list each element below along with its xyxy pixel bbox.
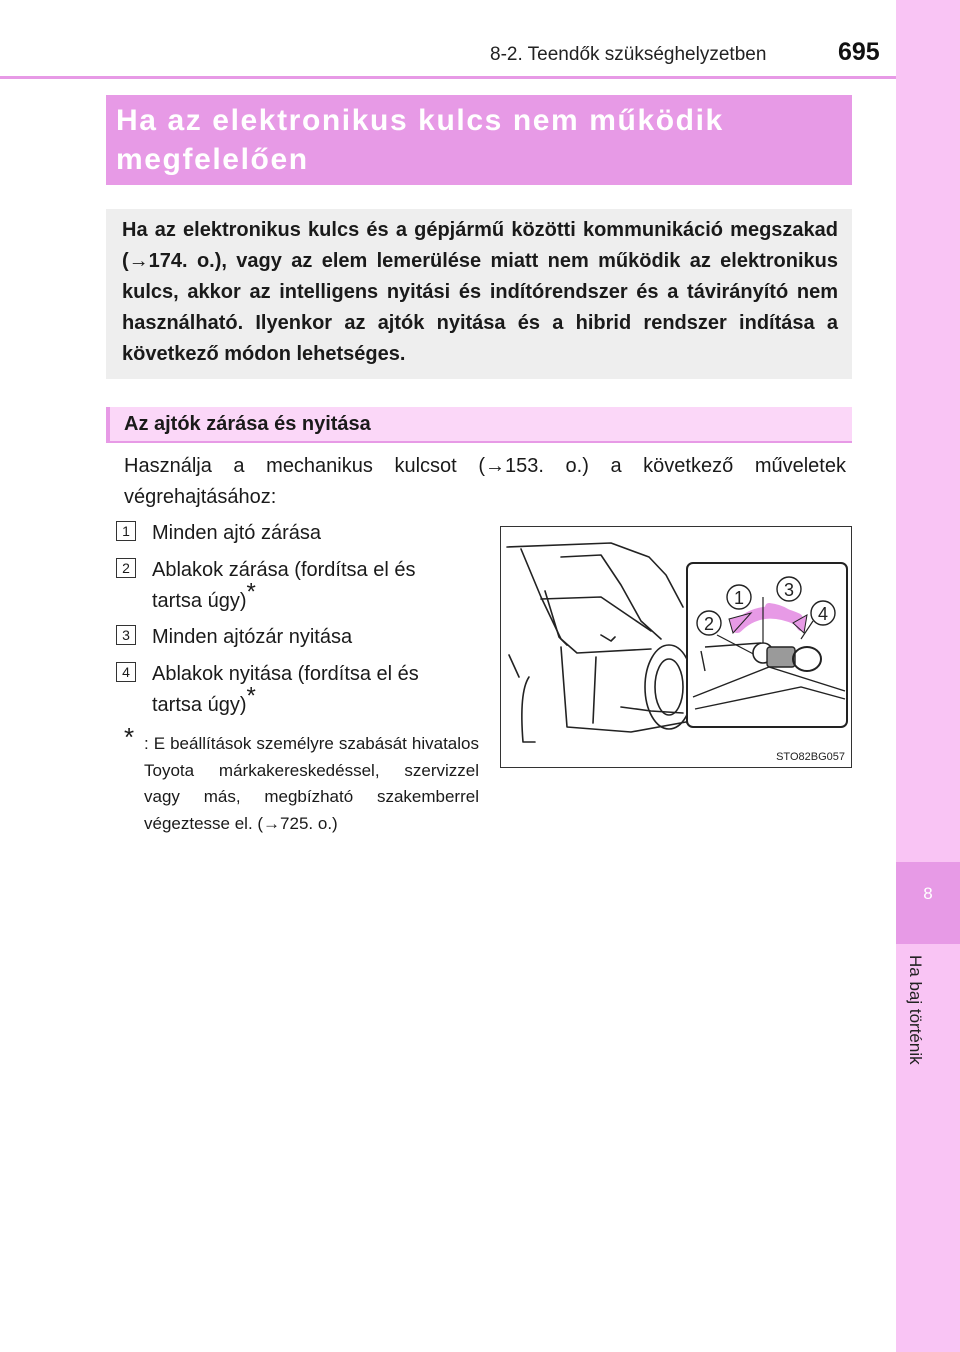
intro-box bbox=[106, 209, 852, 379]
step-number-3: 3 bbox=[116, 625, 136, 645]
list-item-2-line2: tartsa úgy) bbox=[152, 590, 247, 612]
callout-label-2: 2 bbox=[703, 614, 715, 634]
subsection-title: Az ajtók zárása és nyitása bbox=[124, 413, 371, 435]
callout-label-3: 3 bbox=[783, 580, 795, 600]
step-number-2: 2 bbox=[116, 558, 136, 578]
list-item-2-line1: Ablakok zárása (fordítsa el és bbox=[152, 559, 416, 581]
list-item-2 bbox=[152, 555, 482, 617]
figure-code: STO82BG057 bbox=[776, 751, 845, 763]
footnote-prefix: : bbox=[144, 734, 154, 753]
list-item-4-line2: tartsa úgy) bbox=[152, 694, 247, 716]
list-item-1-text: Minden ajtó zárása bbox=[152, 522, 321, 544]
header-rule bbox=[0, 76, 896, 79]
step-number-1: 1 bbox=[116, 521, 136, 541]
asterisk-marker: * bbox=[246, 578, 256, 606]
title-band bbox=[106, 95, 852, 185]
callout-label-4: 4 bbox=[817, 604, 829, 624]
footnote bbox=[144, 731, 479, 837]
asterisk-marker: * bbox=[246, 682, 256, 710]
chapter-label: Ha baj történik bbox=[906, 955, 925, 1065]
list-item-1 bbox=[152, 518, 482, 549]
callout-label-1: 1 bbox=[733, 588, 745, 608]
chapter-side-tab bbox=[896, 0, 960, 1352]
footnote-asterisk: * bbox=[124, 722, 135, 752]
chapter-number: 8 bbox=[923, 884, 933, 903]
page-title: Ha az elektronikus kulcs nem működik megfelelően bbox=[116, 104, 724, 176]
key-head-icon bbox=[767, 647, 795, 667]
subsection-band bbox=[106, 407, 852, 443]
intro-text: Ha az elektronikus kulcs és a gépjármű közötti kommunikáció megszakad (→174. o.), vagy az elem lemerülése miatt nem működik az elektronikus kulcs, akkor az intelligens nyitási és indítórendszer és a távirányító nem használható. Ilyenkor az ajtók nyitása és a hibrid rendszer indítása a következő módon lehetséges. bbox=[122, 219, 838, 365]
car-door-drawing bbox=[501, 527, 851, 767]
body-paragraph: Használja a mechanikus kulcsot (→153. o.) a következő műveletek végrehajtásához: bbox=[124, 455, 846, 508]
footnote-text: E beállítások személyre szabását hivatalos Toyota márkakereskedéssel, szervizzel vagy más, megbízható szakemberrel végeztesse el. (→725. o.) bbox=[144, 734, 479, 833]
list-item-3 bbox=[152, 622, 482, 653]
list-item-4 bbox=[152, 659, 482, 721]
running-title: 8-2. Teendők szükséghelyzetben bbox=[490, 44, 767, 65]
door-key-illustration bbox=[500, 526, 852, 768]
page-number: 695 bbox=[838, 38, 880, 66]
list-item-4-line1: Ablakok nyitása (fordítsa el és bbox=[152, 663, 419, 685]
step-number-4: 4 bbox=[116, 662, 136, 682]
list-item-3-text: Minden ajtózár nyitása bbox=[152, 626, 353, 648]
